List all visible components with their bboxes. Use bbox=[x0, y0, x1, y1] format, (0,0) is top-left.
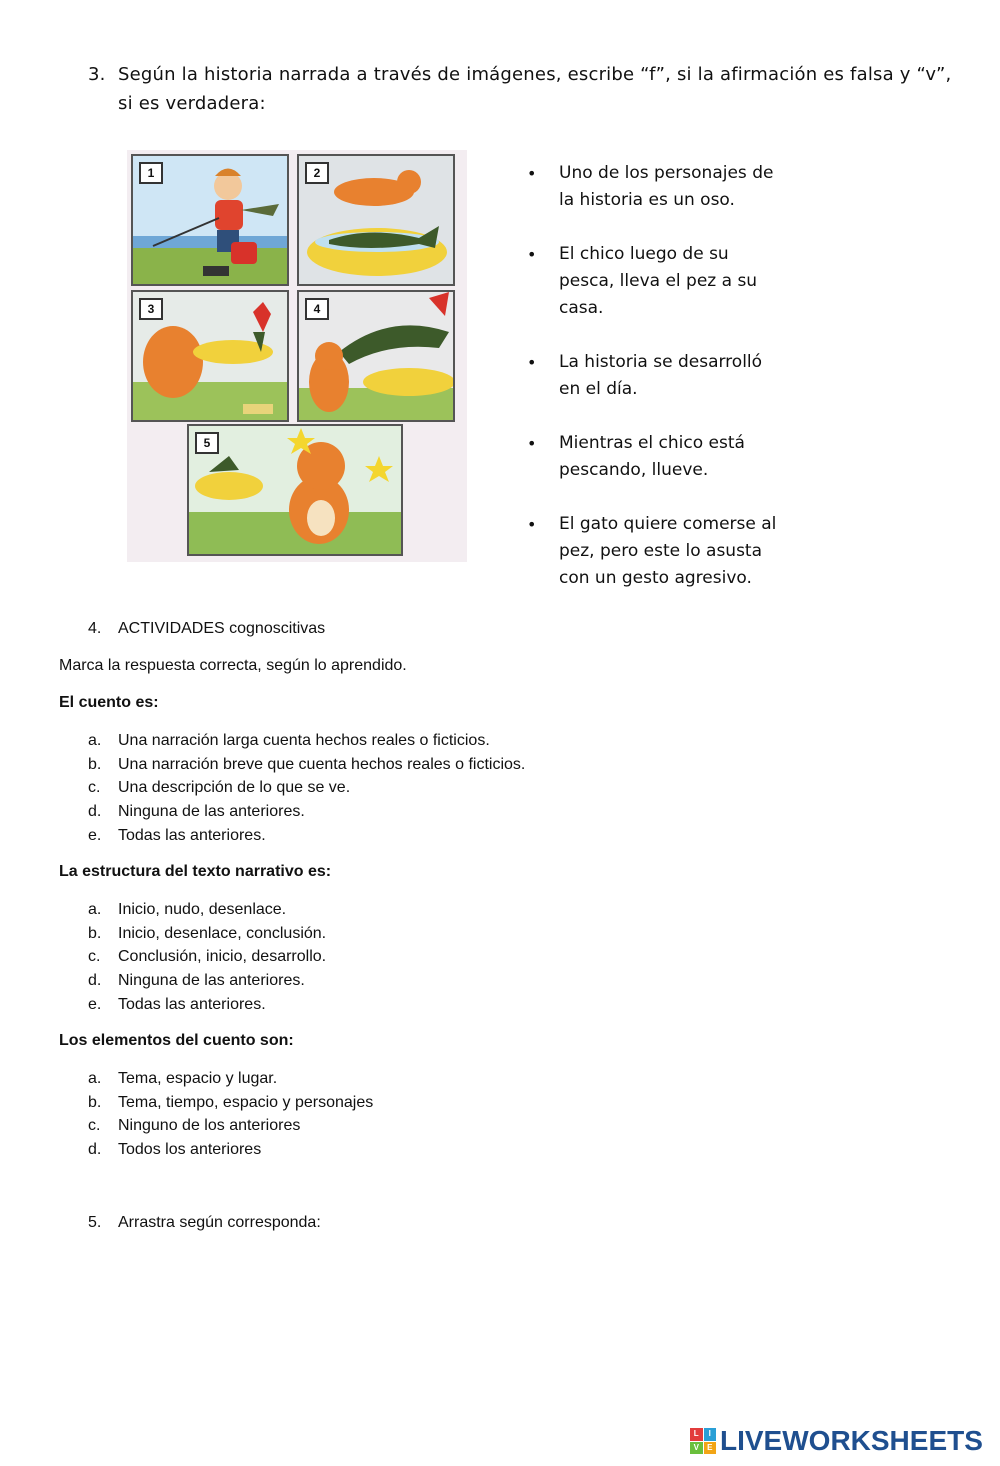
option-text: Inicio, desenlace, conclusión. bbox=[118, 925, 327, 942]
option-row[interactable] bbox=[88, 947, 326, 967]
option-row[interactable] bbox=[88, 802, 305, 822]
comic-panel-1 bbox=[131, 154, 289, 286]
option-letter: e. bbox=[88, 996, 102, 1013]
option-row[interactable] bbox=[88, 755, 525, 775]
panel-number: 1 bbox=[139, 162, 163, 184]
option-letter: b. bbox=[88, 1094, 102, 1111]
option-text: Una narración breve que cuenta hechos reales o ficticios. bbox=[118, 756, 526, 773]
group-heading: El cuento es: bbox=[59, 694, 159, 711]
option-letter: b. bbox=[88, 925, 102, 942]
option-text: Ninguna de las anteriores. bbox=[118, 972, 305, 989]
option-row[interactable] bbox=[88, 1116, 300, 1136]
option-letter: a. bbox=[88, 1070, 102, 1087]
option-row[interactable] bbox=[88, 731, 490, 751]
liveworksheets-logo bbox=[690, 1424, 983, 1458]
option-letter: a. bbox=[88, 732, 102, 749]
option-text: Todos los anteriores bbox=[118, 1141, 262, 1158]
logo-text: LIVEWORKSHEETS bbox=[720, 1425, 983, 1456]
option-text: Ninguno de los anteriores bbox=[118, 1117, 301, 1134]
option-row[interactable] bbox=[88, 971, 305, 991]
group-heading: La estructura del texto narrativo es: bbox=[59, 863, 332, 880]
option-row[interactable] bbox=[88, 826, 266, 846]
q4-title: ACTIVIDADES cognoscitivas bbox=[118, 620, 326, 637]
option-text: Ninguna de las anteriores. bbox=[118, 803, 305, 820]
option-text: Conclusión, inicio, desarrollo. bbox=[118, 948, 327, 965]
boy-fishing-illustration bbox=[133, 156, 287, 284]
panel-number: 2 bbox=[305, 162, 329, 184]
comic-panel-3 bbox=[131, 290, 289, 422]
q3-statement: • La historia se desarrolló en el día. bbox=[527, 349, 787, 403]
comic-panel-4 bbox=[297, 290, 455, 422]
option-text: Inicio, nudo, desenlace. bbox=[118, 901, 287, 918]
q5-number: 5. bbox=[88, 1214, 102, 1231]
option-letter: c. bbox=[88, 1117, 101, 1134]
option-letter: d. bbox=[88, 1141, 102, 1158]
option-letter: d. bbox=[88, 803, 102, 820]
option-letter: c. bbox=[88, 948, 101, 965]
q3-statement: • El chico luego de su pesca, lleva el pez a su casa. bbox=[527, 241, 787, 322]
option-row[interactable] bbox=[88, 924, 326, 944]
option-row[interactable] bbox=[88, 995, 266, 1015]
logo-letter: E bbox=[704, 1442, 717, 1455]
scared-cat-illustration bbox=[189, 426, 401, 554]
logo-letter: I bbox=[704, 1428, 717, 1441]
option-row[interactable] bbox=[88, 1093, 373, 1113]
option-letter: c. bbox=[88, 779, 101, 796]
q3-prompt-line2: si es verdadera: bbox=[118, 93, 266, 114]
option-letter: d. bbox=[88, 972, 102, 989]
option-text: Una descripción de lo que se ve. bbox=[118, 779, 351, 796]
option-row[interactable] bbox=[88, 900, 286, 920]
q3-prompt-line1: Según la historia narrada a través de imágenes, escribe “f”, si la afirmación es falsa y “v”, bbox=[118, 64, 952, 85]
option-text: Todas las anteriores. bbox=[118, 996, 266, 1013]
q3-statement: • El gato quiere comerse al pez, pero este lo asusta con un gesto agresivo. bbox=[527, 511, 787, 592]
option-text: Tema, espacio y lugar. bbox=[118, 1070, 278, 1087]
option-text: Tema, tiempo, espacio y personajes bbox=[118, 1094, 374, 1111]
comic-panel-5 bbox=[187, 424, 403, 556]
logo-mark-icon bbox=[690, 1428, 716, 1454]
option-letter: e. bbox=[88, 827, 102, 844]
logo-letter: L bbox=[690, 1428, 703, 1441]
panel-number: 3 bbox=[139, 298, 163, 320]
q5-title: Arrastra según corresponda: bbox=[118, 1214, 321, 1231]
option-row[interactable] bbox=[88, 778, 350, 798]
panel-number: 4 bbox=[305, 298, 329, 320]
logo-letter: V bbox=[690, 1442, 703, 1455]
option-letter: a. bbox=[88, 901, 102, 918]
q3-number: 3. bbox=[88, 64, 106, 85]
option-row[interactable] bbox=[88, 1140, 261, 1160]
cat-and-bowl-illustration bbox=[299, 156, 453, 284]
q3-statement: • Uno de los personajes de la historia es un oso. bbox=[527, 160, 787, 214]
fish-jumping-illustration bbox=[299, 292, 453, 420]
q3-statement: • Mientras el chico está pescando, llueve. bbox=[527, 430, 787, 484]
option-row[interactable] bbox=[88, 1069, 277, 1089]
comic-strip bbox=[127, 150, 467, 562]
comic-panel-2 bbox=[297, 154, 455, 286]
option-text: Una narración larga cuenta hechos reales o ficticios. bbox=[118, 732, 490, 749]
cat-reaching-illustration bbox=[133, 292, 287, 420]
q4-number: 4. bbox=[88, 620, 102, 637]
option-letter: b. bbox=[88, 756, 102, 773]
group-heading: Los elementos del cuento son: bbox=[59, 1032, 294, 1049]
panel-number: 5 bbox=[195, 432, 219, 454]
q3-statements-list bbox=[527, 160, 787, 619]
option-text: Todas las anteriores. bbox=[118, 827, 266, 844]
q4-instruction: Marca la respuesta correcta, según lo aprendido. bbox=[59, 657, 407, 674]
